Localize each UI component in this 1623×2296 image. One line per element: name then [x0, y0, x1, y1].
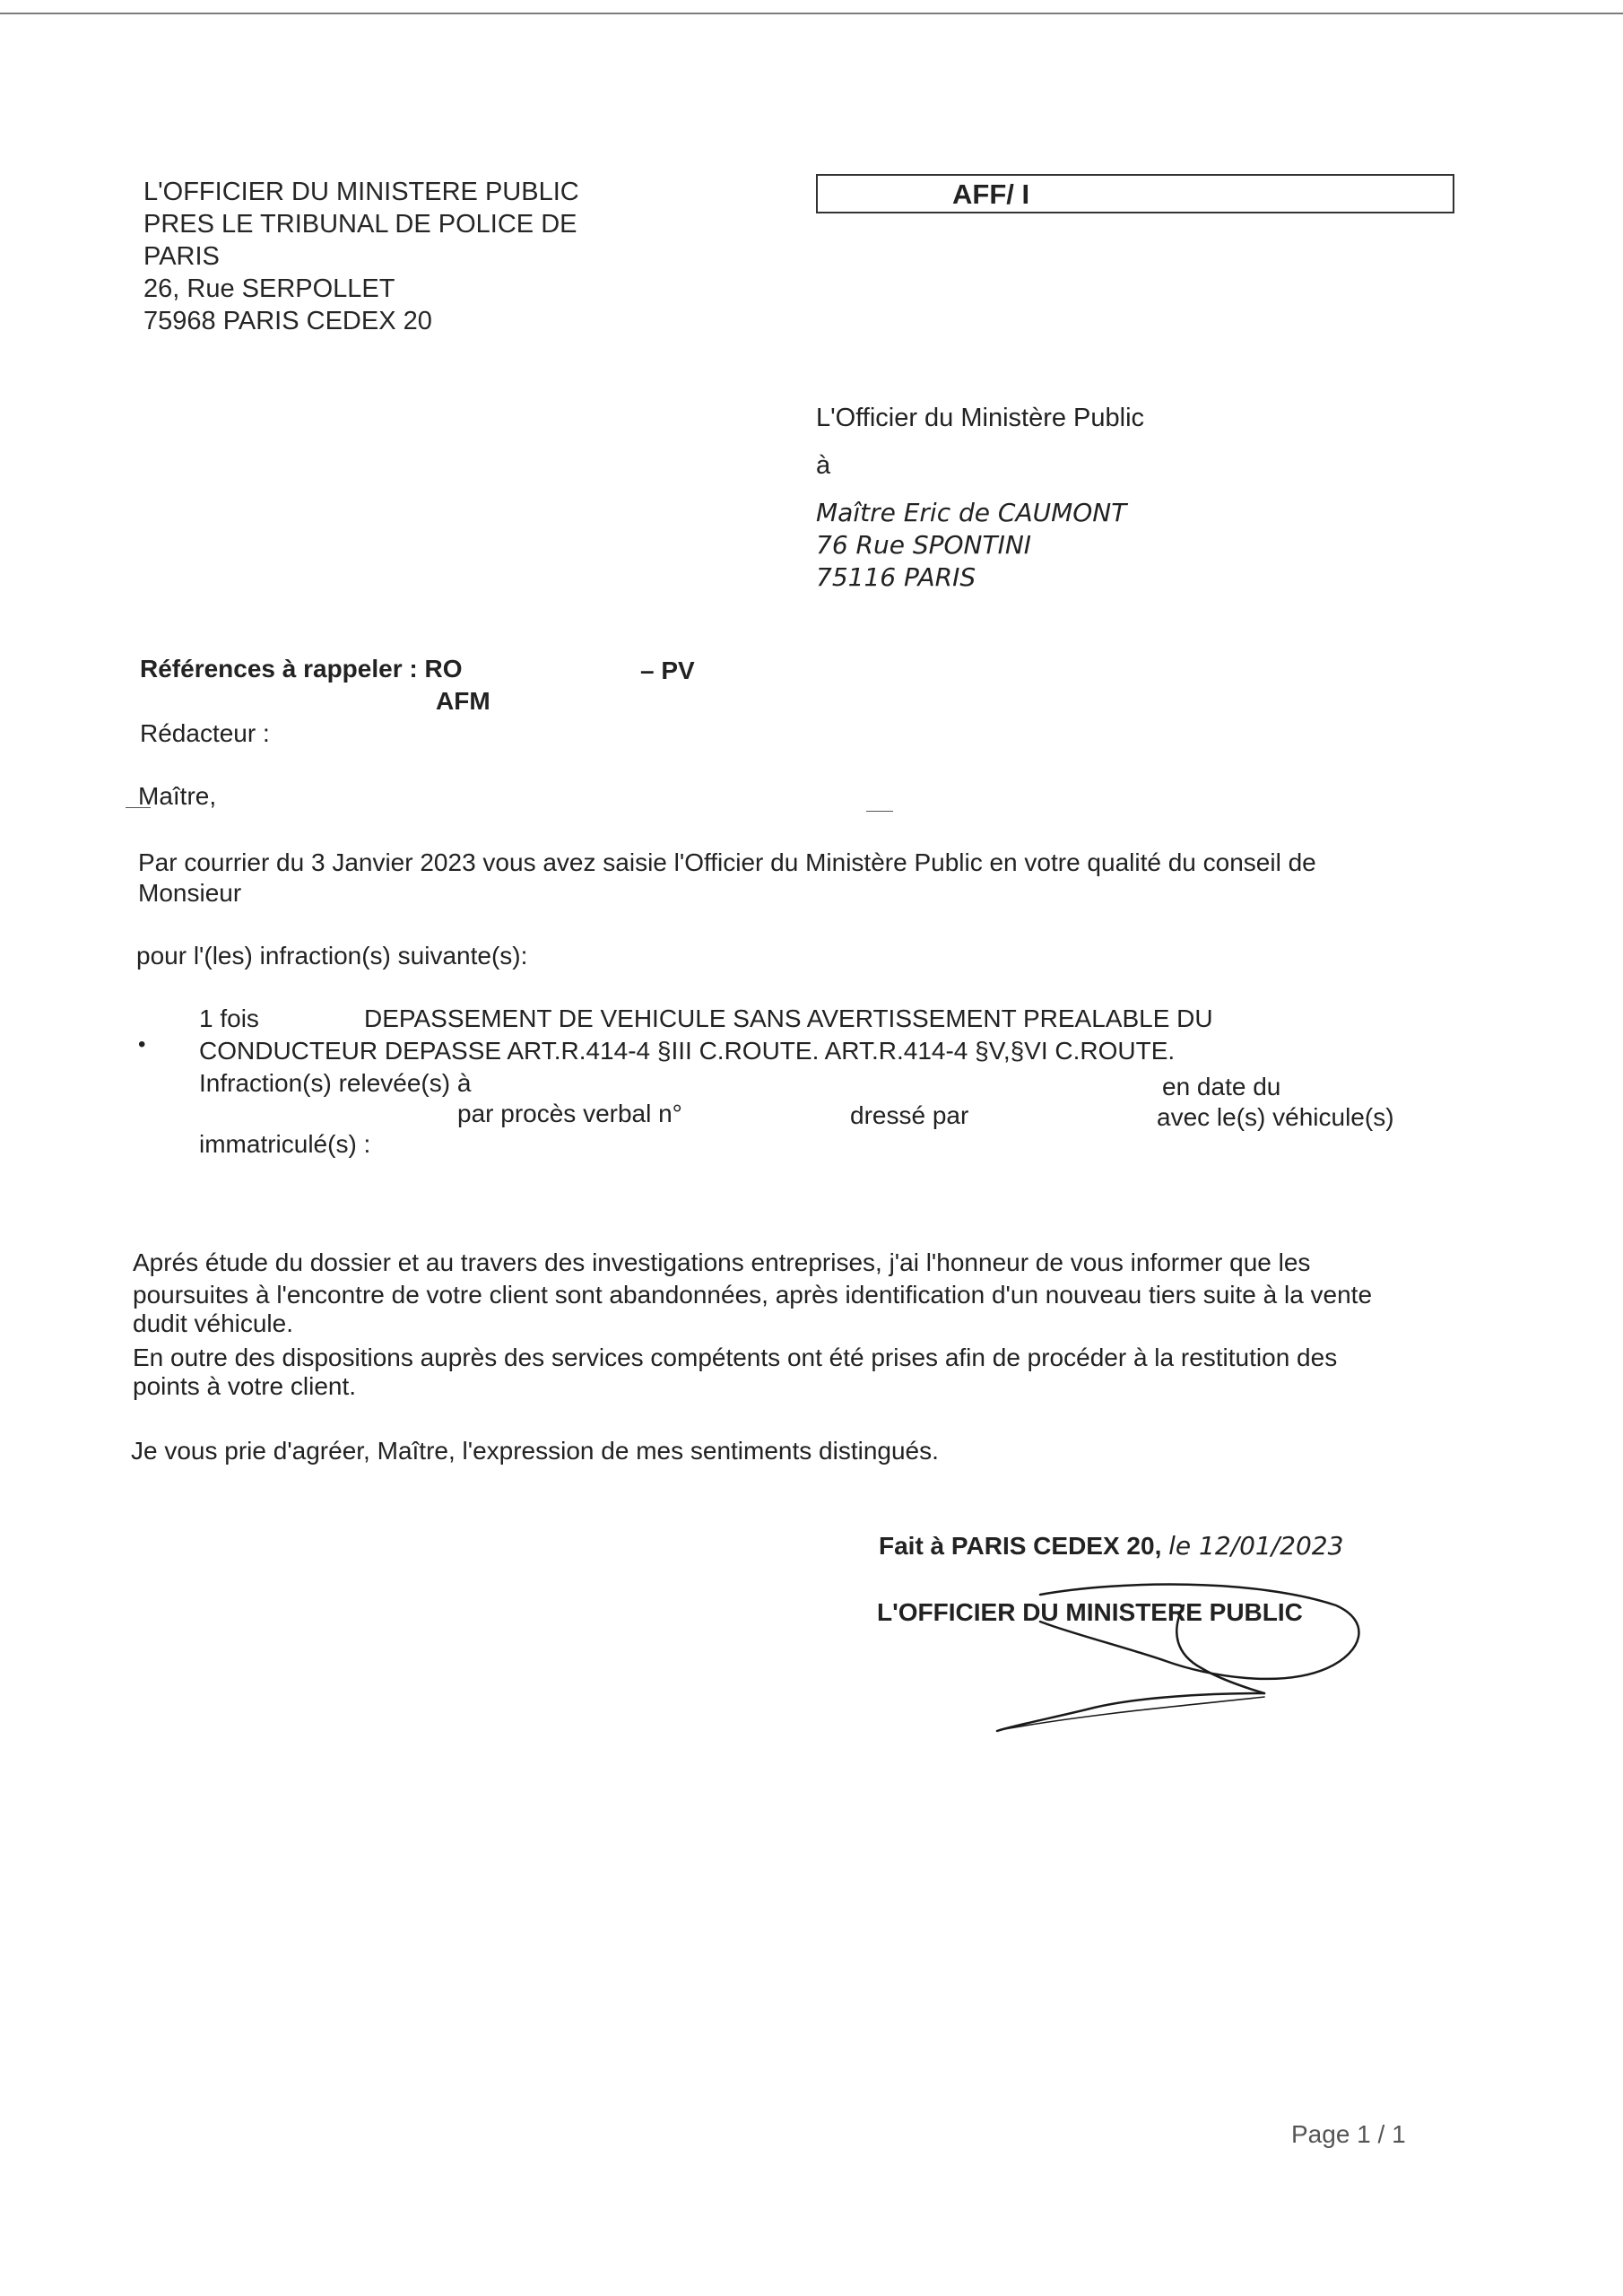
sender-line: 75968 PARIS CEDEX 20 [143, 307, 432, 335]
page-number: Page 1 / 1 [1291, 2120, 1406, 2148]
sender-line: PARIS [143, 242, 220, 271]
signature-place-date [879, 1530, 1343, 1562]
infraction-count: 1 fois [199, 1004, 259, 1032]
infractions-intro: pour l'(les) infraction(s) suivante(s): [136, 942, 528, 970]
recipient-city: 75116 PARIS [816, 562, 976, 592]
points-line-2: points à votre client. [133, 1372, 357, 1400]
references-pv: – PV [640, 657, 695, 684]
infraction-desc-line-1: DEPASSEMENT DE VEHICULE SANS AVERTISSEMENT PREALABLE DU [364, 1004, 1213, 1032]
handwritten-signature [986, 1578, 1399, 1758]
infraction-pv-number: par procès verbal n° [457, 1100, 682, 1127]
signature-date: le 12/01/2023 [1168, 1531, 1344, 1561]
recipient-from: L'Officier du Ministère Public [816, 404, 1145, 432]
infraction-relevee: Infraction(s) relevée(s) à [199, 1069, 472, 1097]
intro-line-2: Monsieur [138, 879, 242, 907]
sender-line: 26, Rue SERPOLLET [143, 274, 395, 303]
decision-line-2: poursuites à l'encontre de votre client sont abandonnées, après identification d'un nouveau tiers suite à la vente [133, 1281, 1373, 1309]
references-afm: AFM [436, 687, 490, 715]
sender-line: L'OFFICIER DU MINISTERE PUBLIC [143, 178, 579, 206]
recipient-to-word: à [816, 451, 831, 480]
salutation: Maître, [138, 782, 217, 810]
reference-box-text: AFF/ I [952, 178, 1030, 210]
intro-line-1: Par courrier du 3 Janvier 2023 vous avez saisie l'Officier du Ministère Public en votre qualité du conseil de [138, 848, 1316, 876]
infraction-vehicule: avec le(s) véhicule(s) [1157, 1103, 1394, 1131]
bullet-icon: • [138, 1032, 146, 1057]
recipient-street: 76 Rue SPONTINI [816, 530, 1032, 560]
infraction-immatricule: immatriculé(s) : [199, 1130, 371, 1158]
scan-top-line [0, 13, 1623, 14]
infraction-desc-line-2: CONDUCTEUR DEPASSE ART.R.414-4 §III C.ROUTE. ART.R.414-4 §V,§VI C.ROUTE. [199, 1037, 1176, 1065]
sender-block [143, 176, 579, 337]
infraction-en-date: en date du [1162, 1073, 1281, 1100]
signature-place: Fait à PARIS CEDEX 20, [879, 1532, 1162, 1560]
signature-title: L'OFFICIER DU MINISTERE PUBLIC [877, 1598, 1303, 1626]
closing-sentence: Je vous prie d'agréer, Maître, l'expression de mes sentiments distingués. [131, 1437, 939, 1465]
reference-box [816, 174, 1454, 213]
redacteur-label: Rédacteur : [140, 719, 270, 747]
sender-line: PRES LE TRIBUNAL DE POLICE DE [143, 210, 577, 239]
references-label: Références à rappeler : RO [140, 655, 463, 683]
decision-line-3: dudit véhicule. [133, 1309, 294, 1337]
recipient-name: Maître Eric de CAUMONT [816, 498, 1127, 527]
decision-line-1: Aprés étude du dossier et au travers des investigations entreprises, j'ai l'honneur de vous informer que les [133, 1248, 1311, 1276]
recipient-block [816, 402, 1144, 594]
points-line-1: En outre des dispositions auprès des services compétents ont été prises afin de procéder à la restitution des [133, 1344, 1338, 1371]
infraction-dresse-par: dressé par [850, 1101, 969, 1129]
